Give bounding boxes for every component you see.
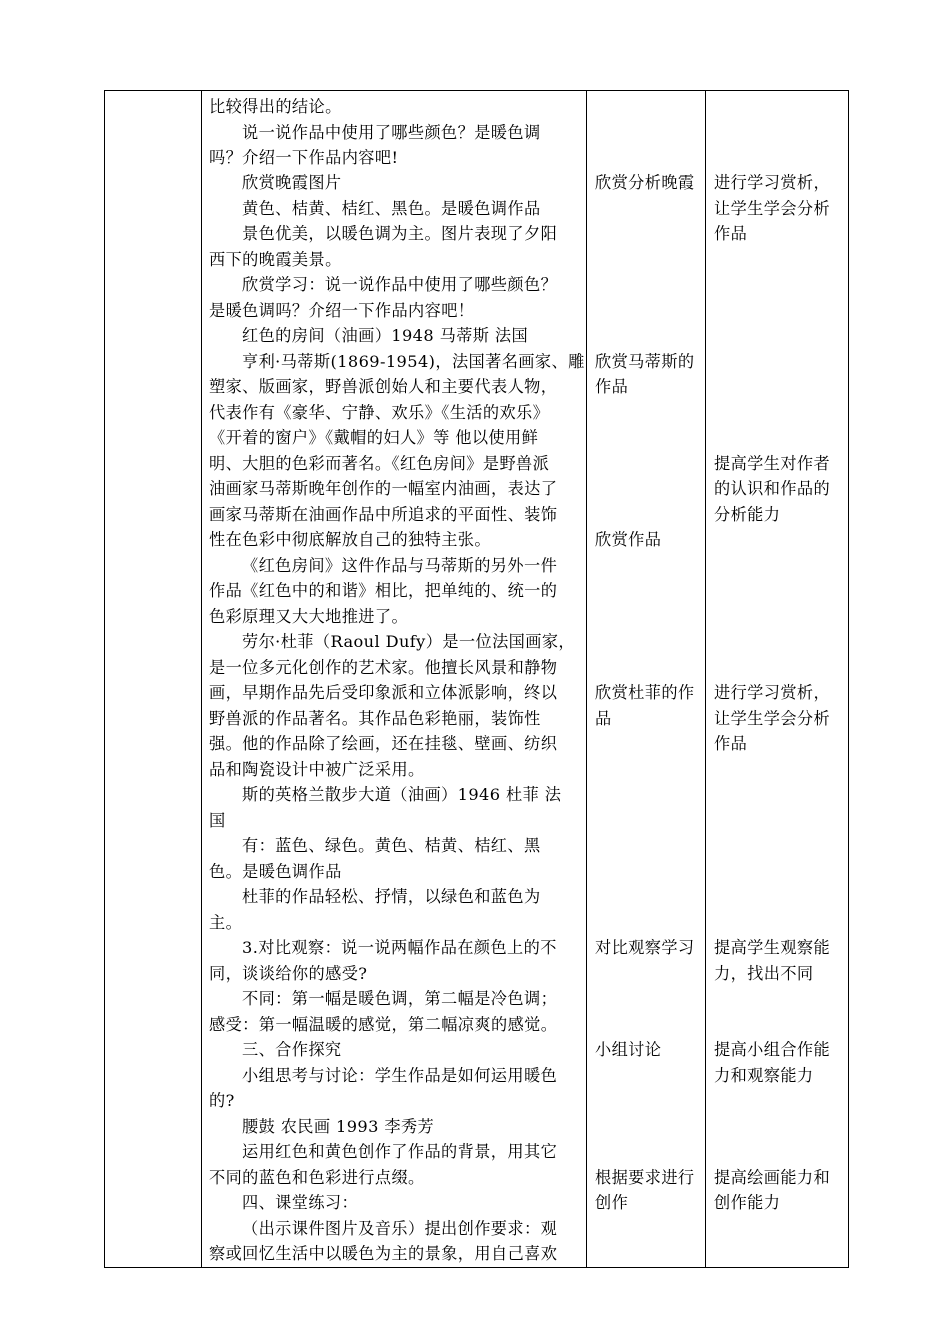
content-line: （出示课件图片及音乐）提出创作要求：观 [242,1219,558,1238]
content-line: 有：蓝色、绿色。黄色、桔黄、桔红、黑 [242,836,541,855]
activity-line: 欣赏马蒂斯的 [595,352,695,371]
content-line: 比较得出的结论。 [209,97,342,116]
content-line: 运用红色和黄色创作了作品的背景，用其它 [242,1142,558,1161]
content-line: 画家马蒂斯在油画作品中所追求的平面性、装饰 [209,505,558,524]
content-line: 作品《红色中的和谐》相比，把单纯的、统一的 [209,581,558,600]
content-line: 性在色彩中彻底解放自己的独特主张。 [209,530,491,549]
activity-line: 根据要求进行 [595,1168,695,1187]
activity-line: 小组讨论 [595,1040,662,1059]
purpose-line: 作品 [714,734,748,753]
content-line: 《红色房间》这件作品与马蒂斯的另外一件 [242,556,558,575]
purpose-line: 提高小组合作能 [714,1040,831,1059]
content-line: 的? [209,1091,235,1110]
content-line: 色。是暖色调作品 [209,862,342,881]
content-line: 小组思考与讨论：学生作品是如何运用暖色 [242,1066,558,1085]
activity-line: 欣赏分析晚霞 [595,173,695,192]
content-line: 是一位多元化创作的艺术家。他擅长风景和静物 [209,658,558,677]
content-line: 察或回忆生活中以暖色为主的景象，用自己喜欢 [209,1244,558,1263]
content-line: 是暖色调吗？介绍一下作品内容吧！ [209,301,475,320]
content-line: 油画家马蒂斯晚年创作的一幅室内油画，表达了 [209,479,558,498]
purpose-line: 让学生学会分析 [714,709,831,728]
content-line: 3.对比观察：说一说两幅作品在颜色上的不 [242,938,557,957]
content-line: 亨利·马蒂斯(1869-1954)，法国著名画家、雕 [242,352,585,371]
content-line: 不同的蓝色和色彩进行点缀。 [209,1168,425,1187]
purpose-line: 创作能力 [714,1193,781,1212]
content-line: 国 [209,811,226,830]
content-line: 强。他的作品除了绘画，还在挂毯、壁画、纺织 [209,734,558,753]
purpose-line: 提高学生观察能 [714,938,831,957]
content-line: 欣赏学习：说一说作品中使用了哪些颜色？ [242,275,558,294]
design-purpose-cell [706,91,849,1268]
content-line: 野兽派的作品著名。其作品色彩艳丽，装饰性 [209,709,541,728]
stage-cell [105,91,202,1268]
content-line: 黄色、桔黄、桔红、黑色。是暖色调作品 [242,199,541,218]
purpose-line: 分析能力 [714,505,781,524]
table-row [105,91,849,1268]
content-line: 塑家、版画家，野兽派创始人和主要代表人物， [209,377,558,396]
activity-line: 作品 [595,377,629,396]
activity-line: 欣赏作品 [595,530,662,549]
purpose-line: 让学生学会分析 [714,199,831,218]
content-line: 说一说作品中使用了哪些颜色？是暖色调 [242,123,541,142]
content-line: 红色的房间（油画）1948 马蒂斯 法国 [242,326,529,345]
content-line: 劳尔·杜菲（Raoul Dufy）是一位法国画家， [242,632,576,651]
content-line: 主。 [209,913,243,932]
activity-line: 对比观察学习 [595,938,695,957]
purpose-line: 进行学习赏析， [714,173,831,192]
content-line: 景色优美，以暖色调为主。图片表现了夕阳 [242,224,558,243]
purpose-line: 提高绘画能力和 [714,1168,831,1187]
content-line: 杜菲的作品轻松、抒情，以绿色和蓝色为 [242,887,541,906]
content-line: 同，谈谈给你的感受? [209,964,368,983]
content-line: 色彩原理又大大地推进了。 [209,607,409,626]
content-line: 三、合作探究 [242,1040,342,1059]
content-line: 四、课堂练习： [242,1193,359,1212]
purpose-line: 提高学生对作者 [714,454,831,473]
activity-line: 欣赏杜菲的作 [595,683,695,702]
lesson-plan-table [104,90,849,1268]
content-line: 画，早期作品先后受印象派和立体派影响，终以 [209,683,558,702]
content-line: 感受：第一幅温暖的感觉，第二幅凉爽的感觉。 [209,1015,558,1034]
content-line: 腰鼓 农民画 1993 李秀芳 [242,1117,435,1136]
activity-line: 品 [595,709,612,728]
content-line: 吗？介绍一下作品内容吧! [209,148,399,167]
content-line: 欣赏晚霞图片 [242,173,342,192]
teaching-content-cell [202,91,587,1268]
student-activity-cell [587,91,706,1268]
content-line: 代表作有《豪华、宁静、欢乐》《生活的欢乐》 [209,403,550,422]
purpose-line: 力，找出不同 [714,964,814,983]
purpose-line: 进行学习赏析， [714,683,831,702]
content-line: 明、大胆的色彩而著名。《红色房间》是野兽派 [209,454,550,473]
content-line: 西下的晚霞美景。 [209,250,342,269]
content-line: 斯的英格兰散步大道（油画）1946 杜菲 法 [242,785,562,804]
purpose-line: 的认识和作品的 [714,479,831,498]
content-line: 不同：第一幅是暖色调，第二幅是冷色调； [242,989,558,1008]
purpose-line: 力和观察能力 [714,1066,814,1085]
activity-line: 创作 [595,1193,629,1212]
content-line: 《开着的窗户》《戴帽的妇人》等 他以使用鲜 [209,428,539,447]
purpose-line: 作品 [714,224,748,243]
content-line: 品和陶瓷设计中被广泛采用。 [209,760,425,779]
